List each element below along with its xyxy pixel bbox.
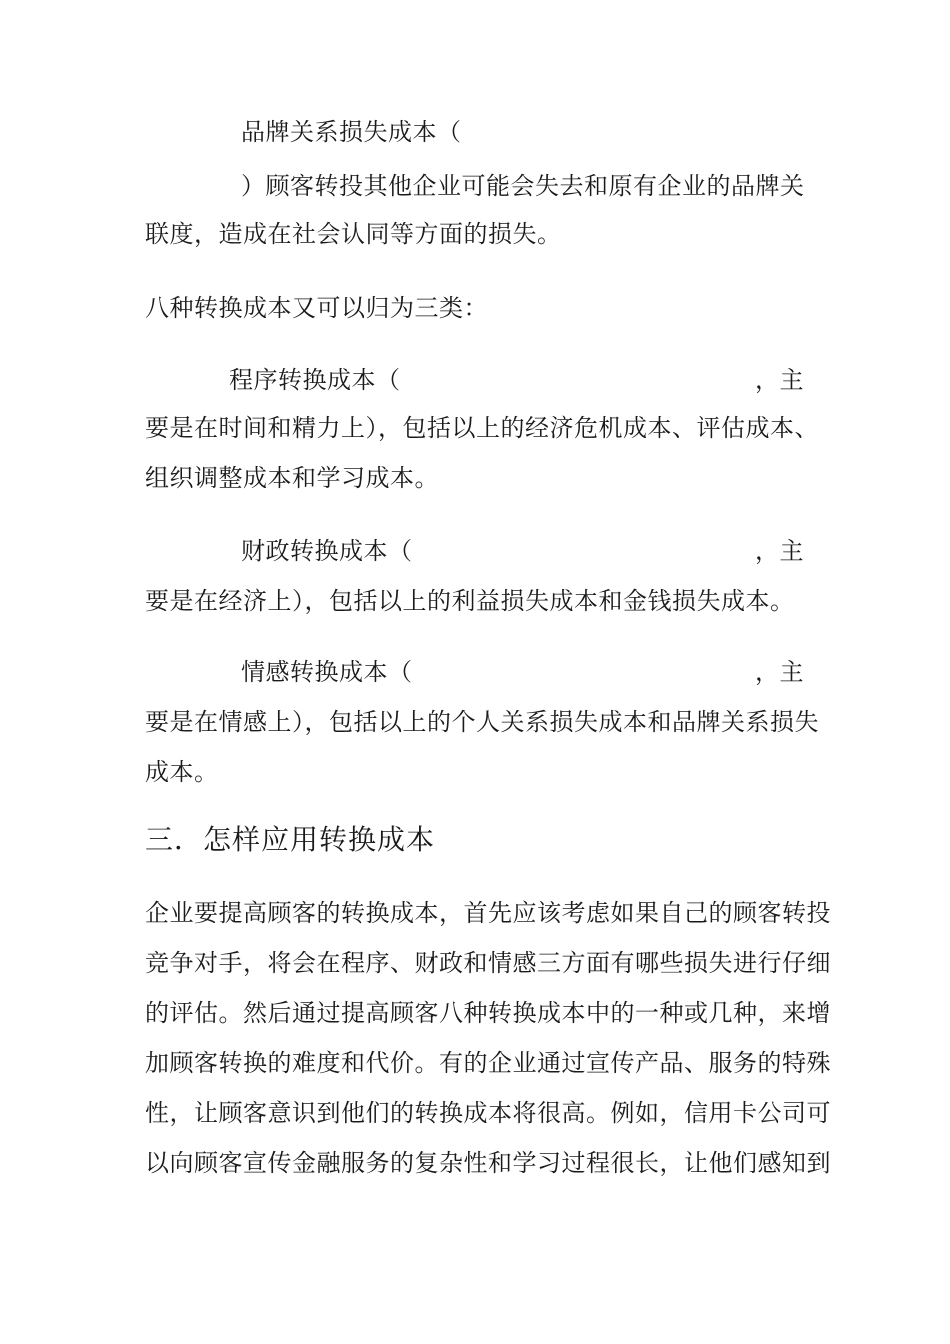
paragraph-line: 的评估。然后通过提高顾客八种转换成本中的一种或几种，来增	[145, 999, 831, 1027]
financial-line2: 要是在经济上），包括以上的利益损失成本和金钱损失成本。	[145, 587, 795, 615]
emotional-tail: ，主	[755, 658, 804, 686]
brand-loss-label: 品牌关系损失成本（	[241, 118, 462, 146]
procedural-line2: 要是在时间和精力上），包括以上的经济危机成本、评估成本、	[145, 414, 819, 442]
financial-label: 财政转换成本（	[241, 537, 413, 565]
procedural-tail: ，主	[755, 366, 804, 394]
procedural-line3: 组织调整成本和学习成本。	[145, 464, 439, 492]
emotional-line3: 成本。	[145, 758, 219, 786]
paragraph-line: 企业要提高顾客的转换成本，首先应该考虑如果自己的顾客转投	[145, 899, 831, 927]
summary-text: 八种转换成本又可以归为三类：	[145, 294, 488, 322]
emotional-label: 情感转换成本（	[241, 658, 413, 686]
emotional-line2: 要是在情感上），包括以上的个人关系损失成本和品牌关系损失	[145, 708, 819, 736]
brand-loss-line2: ）顾客转投其他企业可能会失去和原有企业的品牌关	[241, 172, 805, 200]
paragraph-line: 性，让顾客意识到他们的转换成本将很高。例如，信用卡公司可	[145, 1099, 831, 1127]
financial-tail: ，主	[755, 537, 804, 565]
brand-loss-line3: 联度，造成在社会认同等方面的损失。	[145, 220, 562, 248]
paragraph-line: 加顾客转换的难度和代价。有的企业通过宣传产品、服务的特殊	[145, 1049, 831, 1077]
procedural-label: 程序转换成本（	[229, 366, 401, 394]
section-heading: 三．怎样应用转换成本	[145, 823, 436, 856]
paragraph-line: 以向顾客宣传金融服务的复杂性和学习过程很长，让他们感知到	[145, 1149, 831, 1177]
paragraph-line: 竞争对手，将会在程序、财政和情感三方面有哪些损失进行仔细	[145, 949, 831, 977]
